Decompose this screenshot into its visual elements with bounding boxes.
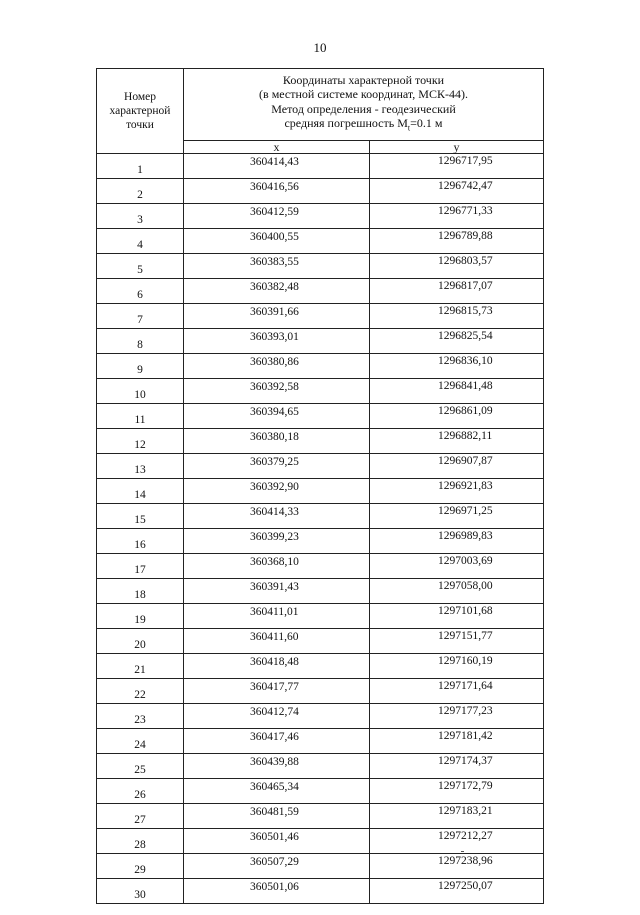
point-number-cell: 5 [97, 254, 184, 279]
table-row [97, 379, 544, 404]
y-coordinate-cell: 1297181,42 [370, 729, 544, 754]
point-number-cell: 3 [97, 204, 184, 229]
table-row [97, 154, 544, 179]
point-number-cell: 26 [97, 779, 184, 804]
table-row [97, 654, 544, 679]
y-coordinate-cell: 1296771,33 [370, 204, 544, 229]
x-coordinate-cell: 360507,29 [184, 854, 370, 879]
x-column-header: х [184, 141, 370, 154]
table-row [97, 604, 544, 629]
point-number-cell: 11 [97, 404, 184, 429]
point-number-cell: 28 [97, 829, 184, 854]
point-number-header [97, 69, 184, 154]
scan-speck [461, 851, 464, 852]
x-coordinate-cell: 360501,46 [184, 829, 370, 854]
y-coordinate-cell: 1297183,21 [370, 804, 544, 829]
y-coordinate-cell: 1296815,73 [370, 304, 544, 329]
point-number-header-line: Номер [124, 91, 156, 103]
point-number-header-line: характерной [109, 105, 171, 117]
x-coordinate-cell: 360380,18 [184, 429, 370, 454]
table-row [97, 554, 544, 579]
table-row [97, 179, 544, 204]
point-number-cell: 25 [97, 754, 184, 779]
precision-suffix: =0.1 м [410, 116, 443, 131]
precision-line [184, 116, 543, 136]
point-number-header-line: точки [126, 119, 154, 131]
x-coordinate-cell: 360382,48 [184, 279, 370, 304]
x-coordinate-cell: 360391,43 [184, 579, 370, 604]
y-coordinate-cell: 1297212,27 [370, 829, 544, 854]
y-coordinate-cell: 1296717,95 [370, 154, 544, 179]
x-coordinate-cell: 360414,33 [184, 504, 370, 529]
x-coordinate-cell: 360394,65 [184, 404, 370, 429]
precision-prefix: средняя погрешность M [284, 116, 408, 131]
table-row [97, 354, 544, 379]
x-coordinate-cell: 360417,46 [184, 729, 370, 754]
y-coordinate-cell: 1296825,54 [370, 329, 544, 354]
point-number-cell: 19 [97, 604, 184, 629]
coordinates-header-line: Координаты характерной точки [282, 72, 445, 87]
y-coordinate-cell: 1297250,07 [370, 879, 544, 904]
point-number-cell: 22 [97, 679, 184, 704]
table-row [97, 854, 544, 879]
y-coordinate-cell: 1296841,48 [370, 379, 544, 404]
y-coordinate-cell: 1297151,77 [370, 629, 544, 654]
point-number-cell: 18 [97, 579, 184, 604]
x-coordinate-cell: 360380,86 [184, 354, 370, 379]
table-row [97, 404, 544, 429]
point-number-cell: 7 [97, 304, 184, 329]
y-coordinate-cell: 1296971,25 [370, 504, 544, 529]
point-number-cell: 17 [97, 554, 184, 579]
x-coordinate-cell: 360399,23 [184, 529, 370, 554]
y-coordinate-cell: 1297058,00 [370, 579, 544, 604]
coordinates-header-line: (в местной системе координат, МСК-44). [259, 87, 468, 102]
x-coordinate-cell: 360412,74 [184, 704, 370, 729]
point-number-cell: 20 [97, 629, 184, 654]
x-coordinate-cell: 360501,06 [184, 879, 370, 904]
table-row [97, 304, 544, 329]
x-coordinate-cell: 360414,43 [184, 154, 370, 179]
y-coordinate-cell: 1296789,88 [370, 229, 544, 254]
point-number-cell: 4 [97, 229, 184, 254]
table-row [97, 829, 544, 854]
table-row [97, 804, 544, 829]
x-coordinate-cell: 360400,55 [184, 229, 370, 254]
point-number-cell: 30 [97, 879, 184, 904]
coordinates-table [96, 68, 544, 904]
table-row [97, 704, 544, 729]
table-row [97, 879, 544, 904]
x-coordinate-cell: 360392,58 [184, 379, 370, 404]
point-number-cell: 15 [97, 504, 184, 529]
y-coordinate-cell: 1297160,19 [370, 654, 544, 679]
page-number: 10 [313, 40, 327, 55]
point-number-cell: 10 [97, 379, 184, 404]
x-coordinate-cell: 360383,55 [184, 254, 370, 279]
coordinates-header-line: Метод определения - геодезический [271, 101, 456, 116]
point-number-cell: 8 [97, 329, 184, 354]
table-row [97, 779, 544, 804]
point-number-cell: 1 [97, 154, 184, 179]
y-coordinate-cell: 1297003,69 [370, 554, 544, 579]
table-row [97, 679, 544, 704]
y-coordinate-cell: 1297171,64 [370, 679, 544, 704]
y-coordinate-cell: 1297174,37 [370, 754, 544, 779]
coordinates-header [184, 69, 544, 141]
table-row [97, 429, 544, 454]
y-coordinate-cell: 1296742,47 [370, 179, 544, 204]
table-row [97, 629, 544, 654]
x-coordinate-cell: 360412,59 [184, 204, 370, 229]
point-number-cell: 6 [97, 279, 184, 304]
point-number-cell: 9 [97, 354, 184, 379]
point-number-cell: 14 [97, 479, 184, 504]
point-number-cell: 24 [97, 729, 184, 754]
x-coordinate-cell: 360439,88 [184, 754, 370, 779]
point-number-cell: 27 [97, 804, 184, 829]
table-row [97, 479, 544, 504]
precision-subscript: t [407, 123, 411, 133]
x-coordinate-cell: 360368,10 [184, 554, 370, 579]
table-row [97, 204, 544, 229]
y-coordinate-cell: 1297101,68 [370, 604, 544, 629]
point-number-cell: 12 [97, 429, 184, 454]
table-row [97, 329, 544, 354]
x-coordinate-cell: 360391,66 [184, 304, 370, 329]
y-coordinate-cell: 1296989,83 [370, 529, 544, 554]
x-coordinate-cell: 360417,77 [184, 679, 370, 704]
x-coordinate-cell: 360379,25 [184, 454, 370, 479]
x-coordinate-cell: 360411,01 [184, 604, 370, 629]
table-row [97, 504, 544, 529]
point-number-cell: 23 [97, 704, 184, 729]
table-row [97, 579, 544, 604]
point-number-cell: 13 [97, 454, 184, 479]
y-coordinate-cell: 1296861,09 [370, 404, 544, 429]
table-body [97, 154, 544, 904]
table-row [97, 254, 544, 279]
y-coordinate-cell: 1297177,23 [370, 704, 544, 729]
x-coordinate-cell: 360411,60 [184, 629, 370, 654]
x-coordinate-cell: 360418,48 [184, 654, 370, 679]
y-coordinate-cell: 1296907,87 [370, 454, 544, 479]
y-coordinate-cell: 1297238,96 [370, 854, 544, 879]
point-number-cell: 2 [97, 179, 184, 204]
y-coordinate-cell: 1296836,10 [370, 354, 544, 379]
point-number-cell: 29 [97, 854, 184, 879]
y-coordinate-cell: 1296882,11 [370, 429, 544, 454]
table-row [97, 454, 544, 479]
point-number-cell: 21 [97, 654, 184, 679]
x-coordinate-cell: 360481,59 [184, 804, 370, 829]
table-row [97, 229, 544, 254]
table-row [97, 754, 544, 779]
y-coordinate-cell: 1297172,79 [370, 779, 544, 804]
y-coordinate-cell: 1296803,57 [370, 254, 544, 279]
x-coordinate-cell: 360392,90 [184, 479, 370, 504]
y-coordinate-cell: 1296921,83 [370, 479, 544, 504]
table-row [97, 529, 544, 554]
table-row [97, 729, 544, 754]
x-coordinate-cell: 360465,34 [184, 779, 370, 804]
y-coordinate-cell: 1296817,07 [370, 279, 544, 304]
point-number-cell: 16 [97, 529, 184, 554]
table-row [97, 279, 544, 304]
y-column-header: у [370, 141, 544, 154]
x-coordinate-cell: 360393,01 [184, 329, 370, 354]
x-coordinate-cell: 360416,56 [184, 179, 370, 204]
